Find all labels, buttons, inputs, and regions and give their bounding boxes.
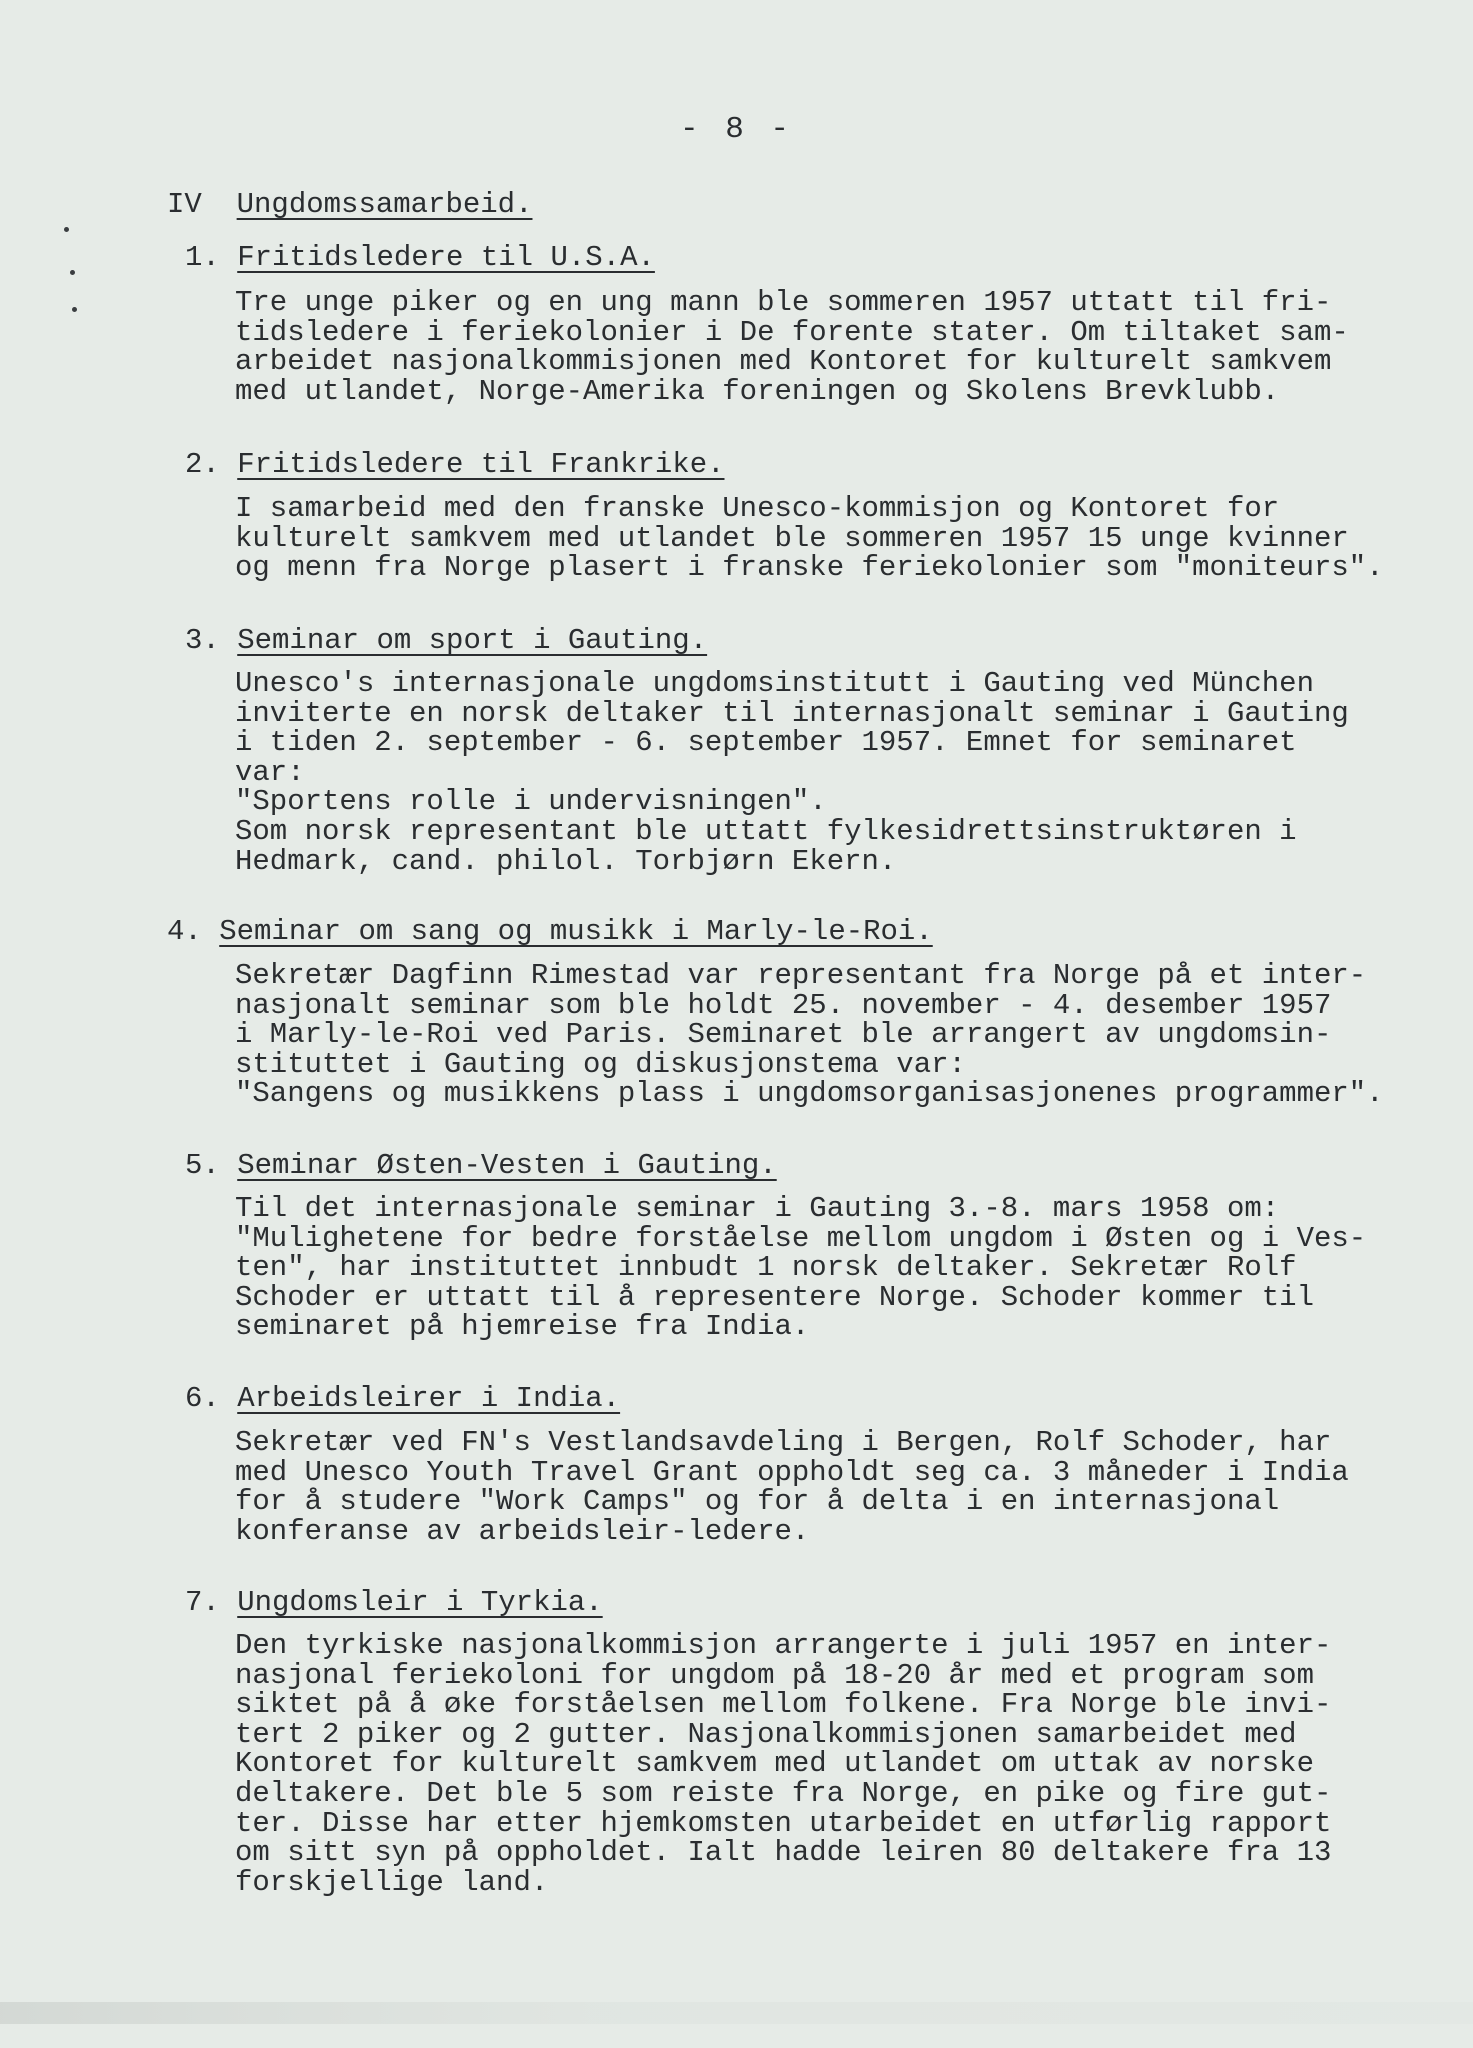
text-line: konferanse av arbeidsleir-ledere. (235, 1514, 810, 1548)
text-line: seminaret på hjemreise fra India. (235, 1310, 810, 1344)
section-title: Seminar Østen-Vesten i Gauting. (237, 1149, 777, 1182)
section-body-2 (235, 494, 1384, 583)
section-body-4 (235, 961, 1384, 1109)
text-line: Hedmark, cand. philol. Torbjørn Ekern. (235, 844, 897, 878)
section-body-3 (235, 669, 1349, 876)
text-line: Sekretær Dagfinn Rimestad var representant fra Norge på et inter- (235, 959, 1367, 992)
section-body-1 (235, 288, 1349, 406)
text-line: I samarbeid med den franske Unesco-kommisjon og Kontoret for (235, 492, 1280, 525)
text-line: Den tyrkiske nasjonalkommisjon arrangerte i juli 1957 en inter- (235, 1629, 1332, 1662)
text-line: ten", har instituttet innbudt 1 norsk deltaker. Sekretær Rolf (235, 1251, 1297, 1285)
text-line: og menn fra Norge plasert i franske feriekolonier som "moniteurs". (235, 551, 1384, 585)
text-line: Som norsk representant ble uttatt fylkesidrettsinstruktøren i (235, 814, 1297, 848)
section-body-6 (235, 1428, 1349, 1546)
text-line: stituttet i Gauting og diskusjonstema var: (235, 1047, 966, 1081)
section-heading-2 (185, 450, 725, 480)
text-line: siktet på å øke forståelsen mellom folkene. Fra Norge ble invi- (235, 1688, 1332, 1722)
text-line: om sitt syn på oppholdet. Ialt hadde leiren 80 deltakere fra 13 (235, 1836, 1332, 1870)
text-line: "Mulighetene for bedre forståelse mellom ungdom i Østen og i Ves- (235, 1221, 1367, 1255)
page-number: - 8 - (679, 112, 793, 147)
chapter-heading (167, 188, 532, 221)
text-line: inviterte en norsk deltaker til internasjonalt seminar i Gauting (235, 696, 1349, 730)
text-line: deltakere. Det ble 5 som reiste fra Norge, en pike og fire gut- (235, 1776, 1332, 1810)
section-number: 6. (185, 1382, 220, 1415)
text-line: kulturelt samkvem med utlandet ble sommeren 1957 15 unge kvinner (235, 521, 1349, 555)
text-line: forskjellige land. (235, 1865, 549, 1899)
section-number: 5. (185, 1149, 220, 1182)
section-title: Seminar om sang og musikk i Marly-le-Roi. (219, 915, 933, 948)
section-heading-7 (185, 1588, 603, 1618)
chapter-numeral: IV (167, 188, 202, 221)
text-line: Kontoret for kulturelt samkvem med utlandet om uttak av norske (235, 1747, 1314, 1781)
chapter-title: Ungdomssamarbeid. (236, 188, 533, 221)
section-body-5 (235, 1194, 1366, 1342)
text-line: tert 2 piker og 2 gutter. Nasjonalkommisjonen samarbeidet med (235, 1717, 1297, 1751)
text-line: med Unesco Youth Travel Grant oppholdt seg ca. 3 måneder i India (235, 1455, 1349, 1489)
section-number: 7. (185, 1586, 220, 1619)
section-title: Ungdomsleir i Tyrkia. (237, 1586, 603, 1619)
margin-mark (64, 227, 69, 232)
margin-mark (72, 307, 77, 312)
section-heading-5 (185, 1151, 777, 1181)
section-title: Seminar om sport i Gauting. (237, 624, 708, 657)
section-number: 4. (167, 915, 202, 948)
section-body-7 (235, 1631, 1331, 1897)
section-number: 3. (185, 624, 220, 657)
text-line: "Sportens rolle i undervisningen". (235, 785, 827, 819)
text-line: nasjonal feriekoloni for ungdom på 18-20 år med et program som (235, 1658, 1314, 1692)
text-line: "Sangens og musikkens plass i ungdomsorganisasjonenes programmer". (235, 1077, 1384, 1111)
text-line: Til det internasjonale seminar i Gauting 3.-8. mars 1958 om: (235, 1192, 1280, 1225)
text-line: Sekretær ved FN's Vestlandsavdeling i Bergen, Rolf Schoder, har (235, 1426, 1332, 1459)
section-title: Arbeidsleirer i India. (237, 1382, 621, 1415)
text-line: i Marly-le-Roi ved Paris. Seminaret ble arrangert av ungdomsin- (235, 1018, 1332, 1052)
section-number: 1. (185, 241, 220, 274)
text-line: arbeidet nasjonalkommisjonen med Kontoret for kulturelt samkvem (235, 345, 1332, 379)
section-title: Fritidsledere til Frankrike. (237, 448, 725, 481)
section-title: Fritidsledere til U.S.A. (237, 241, 655, 274)
text-line: Tre unge piker og en ung mann ble sommeren 1957 uttatt til fri- (235, 286, 1332, 319)
text-line: nasjonalt seminar som ble holdt 25. november - 4. desember 1957 (235, 988, 1332, 1022)
scan-edge-strip (0, 2002, 1473, 2024)
margin-mark (70, 270, 75, 275)
section-heading-6 (185, 1384, 620, 1414)
text-line: Schoder er uttatt til å representere Norge. Schoder kommer til (235, 1280, 1314, 1314)
text-line: for å studere "Work Camps" og for å delta i en internasjonal (235, 1485, 1280, 1519)
text-line: tidsledere i feriekolonier i De forente stater. Om tiltaket sam- (235, 315, 1349, 349)
text-line: ter. Disse har etter hjemkomsten utarbeidet en utførlig rapport (235, 1806, 1332, 1840)
section-heading-4 (167, 917, 933, 947)
section-heading-3 (185, 626, 707, 656)
text-line: i tiden 2. september - 6. september 1957. Emnet for seminaret (235, 726, 1297, 760)
section-number: 2. (185, 448, 220, 481)
text-line: med utlandet, Norge-Amerika foreningen og Skolens Brevklubb. (235, 374, 1280, 408)
text-line: Unesco's internasjonale ungdomsinstitutt i Gauting ved München (235, 667, 1314, 700)
section-heading-1 (185, 243, 655, 273)
text-line: var: (235, 755, 305, 789)
